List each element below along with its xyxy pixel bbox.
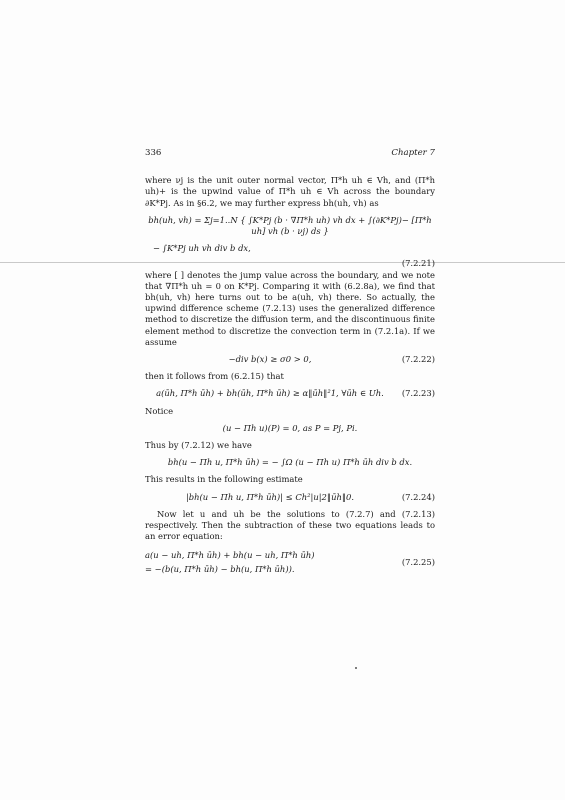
paragraph-5: Thus by (7.2.12) we have [145, 440, 252, 451]
equation-interpolation-zero: (u − Πh u)(P) = 0, as P = Pj, Pi. [222, 422, 358, 433]
equation-7-2-24 [145, 492, 435, 503]
paragraph-4: Notice [145, 405, 174, 416]
equation-notice [145, 423, 435, 434]
equation-number-7-2-21: (7.2.21) [401, 258, 435, 269]
page-content [145, 148, 435, 583]
equation-number-7-2-23: (7.2.23) [401, 388, 435, 399]
equation-bh-identity: bh(u − Πh u, Π*h ūh) = − ∫Ω (u − Πh u) Π*h ūh div b dx. [167, 457, 413, 468]
equation-div-assumption: −div b(x) ≥ σ0 > 0, [228, 354, 312, 365]
paragraph-7: Now let u and uh be the solutions to (7.2.7) and (7.2.13) respectively. Then the subtraction of these two equations leads to an error equation: [145, 508, 435, 542]
paragraph-6: This results in the following estimate [145, 474, 303, 485]
chapter-title: Chapter 7 [391, 148, 435, 158]
equation-7-2-22 [145, 354, 435, 365]
equation-number-7-2-24: (7.2.24) [401, 491, 435, 502]
equation-bh-expr-2: − ∫K*Pj uh vh div b dx, [153, 243, 251, 254]
equation-bh-expr-1: bh(uh, vh) = Σj=1..N { ∫K*Pj (b · ∇Π*h uh) vh dx + ∫(∂K*Pj)− [Π*h uh] vh (b · νj) ds } [148, 214, 432, 237]
equation-number-7-2-25: (7.2.25) [401, 557, 435, 568]
equation-bh-line1 [145, 215, 435, 237]
equation-coercivity: a(ūh, Π*h ūh) + bh(ūh, Π*h ūh) ≥ α‖ūh‖²1, ∀ūh ∈ Uh. [156, 388, 384, 399]
paragraph-2: where [ ] denotes the jump value across the boundary, and we note that ∇Π*h uh = 0 on K*Pj. Comparing it with (6.2.8a), we find that bh(uh, vh) here turns out to be a(uh, vh) there. So actually, the upwind difference scheme (7.2.13) uses the generalized difference method to discretize the diffusion term, and the discontinuous finite element method to discretize the convection term in (7.2.1a). If we assume [145, 269, 435, 347]
equation-error-line-2: = −(b(u, Π*h ūh) − bh(u, Π*h ūh)). [145, 563, 295, 574]
paragraph-3: then it follows from (6.2.15) that [145, 371, 284, 382]
page-number: 336 [145, 148, 162, 158]
scan-speck [355, 667, 357, 669]
equation-number-7-2-22: (7.2.22) [401, 354, 435, 365]
equation-7-2-23 [145, 388, 435, 399]
equation-error-line-1: a(u − uh, Π*h ūh) + bh(u − uh, Π*h ūh) [145, 550, 315, 561]
equation-estimate: |bh(u − Πh u, Π*h ūh)| ≤ Ch²|u|2‖ūh‖0. [185, 491, 355, 502]
paragraph-1: where νj is the unit outer normal vector, Π*h uh ∈ Vh, and (Π*h uh)+ is the upwind value of Π*h uh ∈ Vh across the boundary ∂K*Pj. As in §6.2, we may further express bh(uh, vh) as [145, 175, 435, 208]
equation-bh-line2 [145, 243, 435, 254]
equation-thus [145, 457, 435, 468]
equation-7-2-25 [145, 548, 435, 576]
equation-error-lines [145, 548, 395, 576]
running-header [145, 148, 435, 159]
